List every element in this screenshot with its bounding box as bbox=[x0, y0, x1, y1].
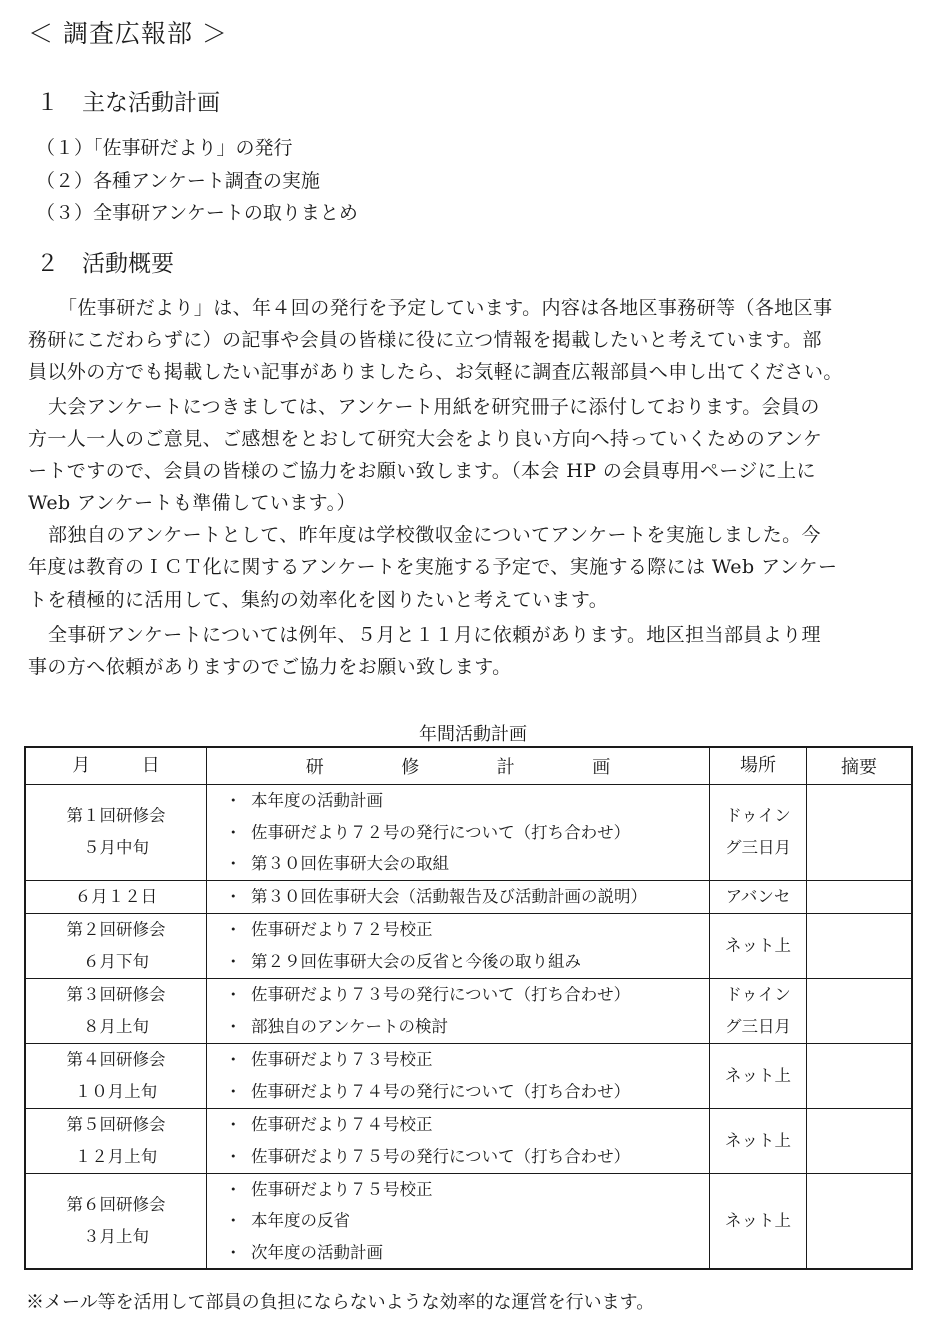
place-text: アバンセ bbox=[725, 886, 791, 906]
table-row bbox=[25, 978, 912, 1043]
bullet-dot: ・ bbox=[225, 1242, 242, 1262]
plan-text: 佐事研だより７４号の発行について（打ち合わせ） bbox=[251, 1081, 631, 1101]
plan-line bbox=[225, 1109, 709, 1141]
cell-plan bbox=[207, 913, 710, 978]
place-text: ネット上 bbox=[725, 1065, 791, 1085]
bullet-dot: ・ bbox=[225, 1211, 242, 1230]
header-plan-char: 画 bbox=[592, 757, 611, 778]
cell-note bbox=[807, 978, 913, 1043]
month-text: １０月上旬 bbox=[74, 1081, 158, 1101]
plan-line bbox=[225, 914, 709, 946]
cell-plan bbox=[207, 1108, 710, 1173]
place-text: ネット上 bbox=[725, 935, 791, 955]
paragraph-line: 「佐事研だより」は、年４回の発行を予定しています。内容は各地区事務研等（各地区事 bbox=[58, 297, 833, 319]
bullet-dot: ・ bbox=[225, 951, 242, 971]
bullet-dot: ・ bbox=[225, 886, 242, 906]
place-text: グ三日月 bbox=[725, 1016, 791, 1036]
paragraph-line: 事の方へ依頼がありますのでご協力をお願い致します。 bbox=[28, 656, 512, 678]
place-text: ネット上 bbox=[725, 1210, 791, 1230]
bullet-dot: ・ bbox=[225, 1050, 242, 1069]
cell-place bbox=[710, 1108, 807, 1173]
month-text: ５月中旬 bbox=[83, 838, 149, 858]
place-text: ドゥイン bbox=[725, 984, 791, 1004]
plan-text: 本年度の反省 bbox=[251, 1211, 350, 1230]
plan-line bbox=[225, 1174, 709, 1206]
plan-text: 佐事研だより７５号の発行について（打ち合わせ） bbox=[251, 1146, 631, 1166]
plan-item: （３）全事研アンケートの取りまとめ bbox=[36, 202, 358, 224]
cell-place bbox=[710, 880, 807, 913]
plan-text: 本年度の活動計画 bbox=[251, 791, 383, 810]
cell-plan bbox=[207, 785, 710, 881]
header-plan-char: 研 bbox=[305, 757, 324, 778]
header-plan-char: 計 bbox=[496, 757, 515, 778]
paragraph-line: 方一人一人のご意見、ご感想をとおして研究大会をより良い方向へ持っていくためのアンケ bbox=[28, 428, 823, 450]
plan-line bbox=[225, 1011, 709, 1043]
paragraph-line: 大会アンケートにつきましては、アンケート用紙を研究冊子に添付しております。会員の bbox=[48, 396, 820, 418]
plan-line bbox=[225, 1076, 709, 1108]
section-2-heading: ２ 活動概要 bbox=[36, 251, 174, 277]
bullet-dot: ・ bbox=[225, 1115, 242, 1134]
paragraph-line: 務研にこだわらずに）の記事や会員の皆様に役に立つ情報を掲載したいと考えています。部 bbox=[28, 329, 822, 351]
plan-item: （１）「佐事研だより」の発行 bbox=[36, 137, 293, 159]
header-plan bbox=[207, 747, 710, 785]
cell-place bbox=[710, 1173, 807, 1269]
paragraph-line: ートですので、会員の皆様のご協力をお願い致します。（本会 HP の会員専用ページに上に bbox=[28, 460, 816, 482]
plan-text: 佐事研だより７４号校正 bbox=[251, 1115, 433, 1134]
cell-month bbox=[25, 1173, 207, 1269]
cell-note bbox=[807, 1173, 913, 1269]
bullet-dot: ・ bbox=[225, 1179, 242, 1199]
cell-place bbox=[710, 785, 807, 881]
plan-text: 第３０回佐事研大会の取組 bbox=[251, 854, 449, 873]
paragraph-line: 年度は教育のＩＣＴ化に関するアンケートを実施する予定で、実施する際には Web アンケー bbox=[28, 556, 838, 578]
cell-note bbox=[807, 880, 913, 913]
cell-month bbox=[25, 785, 207, 881]
footnote: ※メール等を活用して部員の負担にならないような効率的な運営を行います。 bbox=[26, 1292, 655, 1313]
plan-line bbox=[225, 1044, 709, 1076]
cell-note bbox=[807, 1043, 913, 1108]
plan-line bbox=[225, 979, 709, 1011]
plan-text: 部独自のアンケートの検討 bbox=[251, 1016, 449, 1036]
plan-text: 佐事研だより７３号の発行について（打ち合わせ） bbox=[251, 985, 631, 1004]
cell-place bbox=[710, 913, 807, 978]
cell-month bbox=[25, 1043, 207, 1108]
month-text: ８月上旬 bbox=[83, 1016, 149, 1036]
place-text: ドゥイン bbox=[725, 806, 791, 826]
bullet-dot: ・ bbox=[225, 854, 242, 873]
paragraph-line: トを積極的に活用して、集約の効率化を図りたいと考えています。 bbox=[28, 589, 609, 611]
cell-place bbox=[710, 978, 807, 1043]
plan-text: 佐事研だより７５号校正 bbox=[251, 1179, 433, 1199]
bullet-dot: ・ bbox=[225, 1016, 242, 1036]
header-plan-char: 修 bbox=[401, 757, 420, 778]
place-text: グ三日月 bbox=[725, 838, 791, 858]
plan-text: 第２９回佐事研大会の反省と今後の取り組み bbox=[251, 951, 581, 971]
paragraph-line: 部独自のアンケートとして、昨年度は学校徴収金についてアンケートを実施しました。今 bbox=[48, 524, 821, 546]
bullet-dot: ・ bbox=[225, 1081, 242, 1101]
plan-item: （２）各種アンケート調査の実施 bbox=[36, 170, 320, 192]
cell-month bbox=[25, 880, 207, 913]
month-text: 第５回研修会 bbox=[66, 1114, 166, 1134]
table-row bbox=[25, 1108, 912, 1173]
section-1-heading: １ 主な活動計画 bbox=[36, 90, 220, 116]
month-text: 第２回研修会 bbox=[66, 919, 166, 939]
header-day-char: 日 bbox=[141, 755, 160, 776]
table-header-row bbox=[25, 747, 912, 785]
plan-text: 佐事研だより７３号校正 bbox=[251, 1050, 433, 1069]
month-text: ６月下旬 bbox=[83, 951, 149, 971]
bullet-dot: ・ bbox=[225, 791, 242, 810]
month-text: 第３回研修会 bbox=[66, 984, 166, 1004]
paragraph-line: Web アンケートも準備しています。） bbox=[28, 492, 356, 514]
plan-line bbox=[225, 1237, 709, 1269]
cell-month bbox=[25, 978, 207, 1043]
month-text: ３月上旬 bbox=[83, 1226, 149, 1246]
month-text: ６月１２日 bbox=[74, 886, 158, 906]
plan-line bbox=[225, 946, 709, 978]
department-title: ＜ 調査広報部 ＞ bbox=[28, 19, 228, 48]
bullet-dot: ・ bbox=[225, 920, 242, 939]
cell-month bbox=[25, 913, 207, 978]
cell-note bbox=[807, 785, 913, 881]
plan-text: 第３０回佐事研大会（活動報告及び活動計画の説明） bbox=[251, 886, 647, 906]
cell-month bbox=[25, 1108, 207, 1173]
plan-text: 次年度の活動計画 bbox=[251, 1242, 383, 1262]
month-text: 第６回研修会 bbox=[66, 1194, 166, 1214]
table-row bbox=[25, 913, 912, 978]
annual-schedule-table bbox=[24, 746, 913, 1270]
header-place: 場所 bbox=[710, 747, 807, 785]
plan-line bbox=[225, 1205, 709, 1237]
paragraph-line: 全事研アンケートについては例年、５月と１１月に依頼があります。地区担当部員より理 bbox=[48, 624, 821, 646]
month-text: 第１回研修会 bbox=[66, 806, 166, 826]
header-month bbox=[25, 747, 207, 785]
cell-place bbox=[710, 1043, 807, 1108]
plan-line bbox=[225, 817, 709, 849]
cell-note bbox=[807, 913, 913, 978]
plan-line bbox=[225, 785, 709, 817]
bullet-dot: ・ bbox=[225, 822, 242, 842]
plan-line bbox=[225, 1141, 709, 1173]
bullet-dot: ・ bbox=[225, 1146, 242, 1166]
plan-text: 佐事研だより７２号校正 bbox=[251, 920, 433, 939]
cell-plan bbox=[207, 1173, 710, 1269]
header-note: 摘要 bbox=[807, 747, 913, 785]
cell-plan bbox=[207, 1043, 710, 1108]
paragraph-line: 員以外の方でも掲載したい記事がありましたら、お気軽に調査広報部員へ申し出てください。 bbox=[28, 361, 843, 383]
table-row bbox=[25, 1043, 912, 1108]
table-row bbox=[25, 1173, 912, 1269]
cell-plan bbox=[207, 880, 710, 913]
plan-line bbox=[225, 848, 709, 880]
header-month-char: 月 bbox=[72, 755, 91, 776]
cell-note bbox=[807, 1108, 913, 1173]
table-row bbox=[25, 785, 912, 881]
bullet-dot: ・ bbox=[225, 985, 242, 1004]
cell-plan bbox=[207, 978, 710, 1043]
table-caption: 年間活動計画 bbox=[419, 724, 527, 745]
table-row bbox=[25, 880, 912, 913]
plan-text: 佐事研だより７２号の発行について（打ち合わせ） bbox=[251, 822, 631, 842]
month-text: １２月上旬 bbox=[74, 1146, 158, 1166]
place-text: ネット上 bbox=[725, 1130, 791, 1150]
month-text: 第４回研修会 bbox=[66, 1049, 166, 1069]
plan-line bbox=[225, 881, 709, 913]
